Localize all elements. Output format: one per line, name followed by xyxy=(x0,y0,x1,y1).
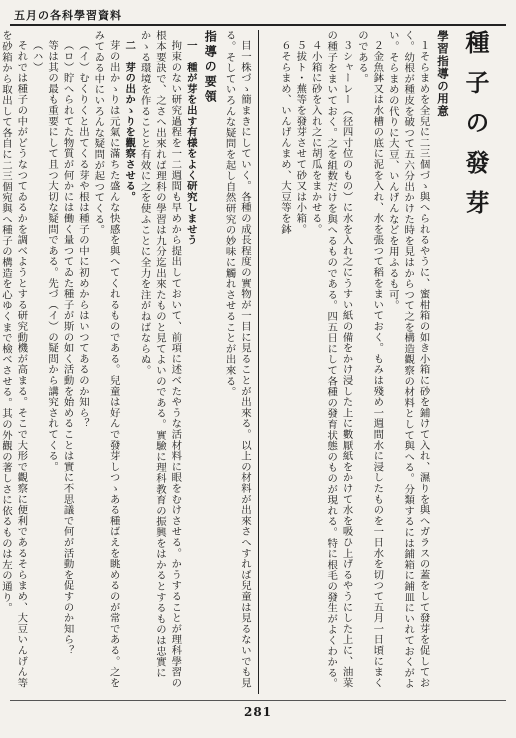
guide-item-1-body: 拘束のない研究過程を一二週間も早めから提出しておいて、前項に述べたやうな活材料に眼をむけさせる。かうすることが理科學習の根本要訣で、之さへ出來れば理科の學習は九分迄出來たものと見てよいのである。實驗に理科教育の振興をはかるとするものは忠實にかゝる環境を作ることと有效に之を使ふことに全力を注がねばならぬ。 xyxy=(138,30,182,689)
question-note: 等は其の最も重要にして且つ大切な疑問である。先づ（イ）の疑問から講究されてくる。 xyxy=(46,40,59,473)
intro-item-3: ３シャーレー（径四寸位のもの）に水を入れ之にうすい紙の備をかけ浸した上に數厭紙をかけて水を吸ひ上げるやうにした上に、油菜の種子をまいておく。之を組数だけを與へるものである。四五日にして各種の發育状態のものが現れる。特に根毛の發生がよくわかる。 xyxy=(325,30,353,689)
footer-rule xyxy=(10,700,506,701)
intro-item-1: １そらまめを全兒に二三個づゝ與へられるやうに、蜜柑箱の如き小箱に砂を鋪けて入れ、濕りを與へガラスの蓋をして發芽を促しておく。幼根が種皮を破つて五六分出かけた時を見はからつて之を構造觀察の材料として與へる。分類するには鋪箱に鋪皿にいれておくがよい。そらまめの代りに大豆、いんげんなどを用ふるも可。 xyxy=(386,30,430,689)
question-i: （イ）むくりくと出てくる芽や根は種子の中に初めからはいつてあるのか知ら？ xyxy=(76,40,89,430)
column-divider xyxy=(258,30,259,694)
right-column xyxy=(264,30,500,694)
continuation-paragraph: 目一株づゝ簡まきにしていく。各種の成長程度の實物が一目に見ることが出來る。以上の材料が出來さへすれば兒童は見るないでも見る。そしていろんな疑問を起し自然研究の妙味に觸れさせることが出來る。 xyxy=(223,30,251,689)
running-header: 五月の各科學習資料 xyxy=(14,9,122,22)
intro-item-6: ６そらまめ、いんげんまめ、大豆等を鉢 xyxy=(278,40,291,235)
question-ro: （ロ）貯へられてた物質が何かには働く量つてゐた種子が斯の如く活動を始めることは實に不思議で何が活動を促すのか知ら？ xyxy=(61,40,74,656)
page-number: 281 xyxy=(243,705,273,719)
guide-item-2-body: 芽の出かゝりは元氣に滿ちた盛んな快感を與へてくれるものである。兒童は好んで發芽しつゝある種ばえを眺めるのが常である。之をみてゐる中にいろんな疑問が起つてくる。 xyxy=(92,30,120,689)
guide-item-3-body: それでは種子の中がどうなつてゐるかを調べようとする研究動機が高まる。そこで大形で觀察に便利であるそらまめ、大豆いんげん等を砂箱から取出して各自に二三個宛與へ種子の構造を心ゆくまで檢べさせる。其の外觀の著しさに依るものは左の通り。 xyxy=(0,30,28,689)
intro-item-5: ５拔ト・蕪等を發芽させて砂又は小箱。 xyxy=(294,40,307,235)
guide-item-3-label: （ハ） xyxy=(30,40,43,73)
intro-item-4: ４小箱に砂を入れ之に胡瓜をまかせる。 xyxy=(309,40,322,235)
guide-item-1-title: 一 種が芽を出す有様をよく研究しませう xyxy=(184,40,197,246)
section-heading: 指導の要領 xyxy=(203,30,218,105)
article-subtitle: 學習指導の用意 xyxy=(436,30,450,118)
guide-item-2-title: 二 芽の出かゝりを觀察させる。 xyxy=(123,40,136,203)
article-title: 種子の發芽 xyxy=(461,30,490,230)
left-column xyxy=(0,30,252,694)
intro-item-2: ２金魚鉢又は水槽の底に泥を入れ、水を張つて稻をまいておく。もみは殘め一週間水に浸したものを一日水を切つて五月一日頃にまくのである。 xyxy=(355,30,384,689)
header-rule xyxy=(10,24,506,26)
